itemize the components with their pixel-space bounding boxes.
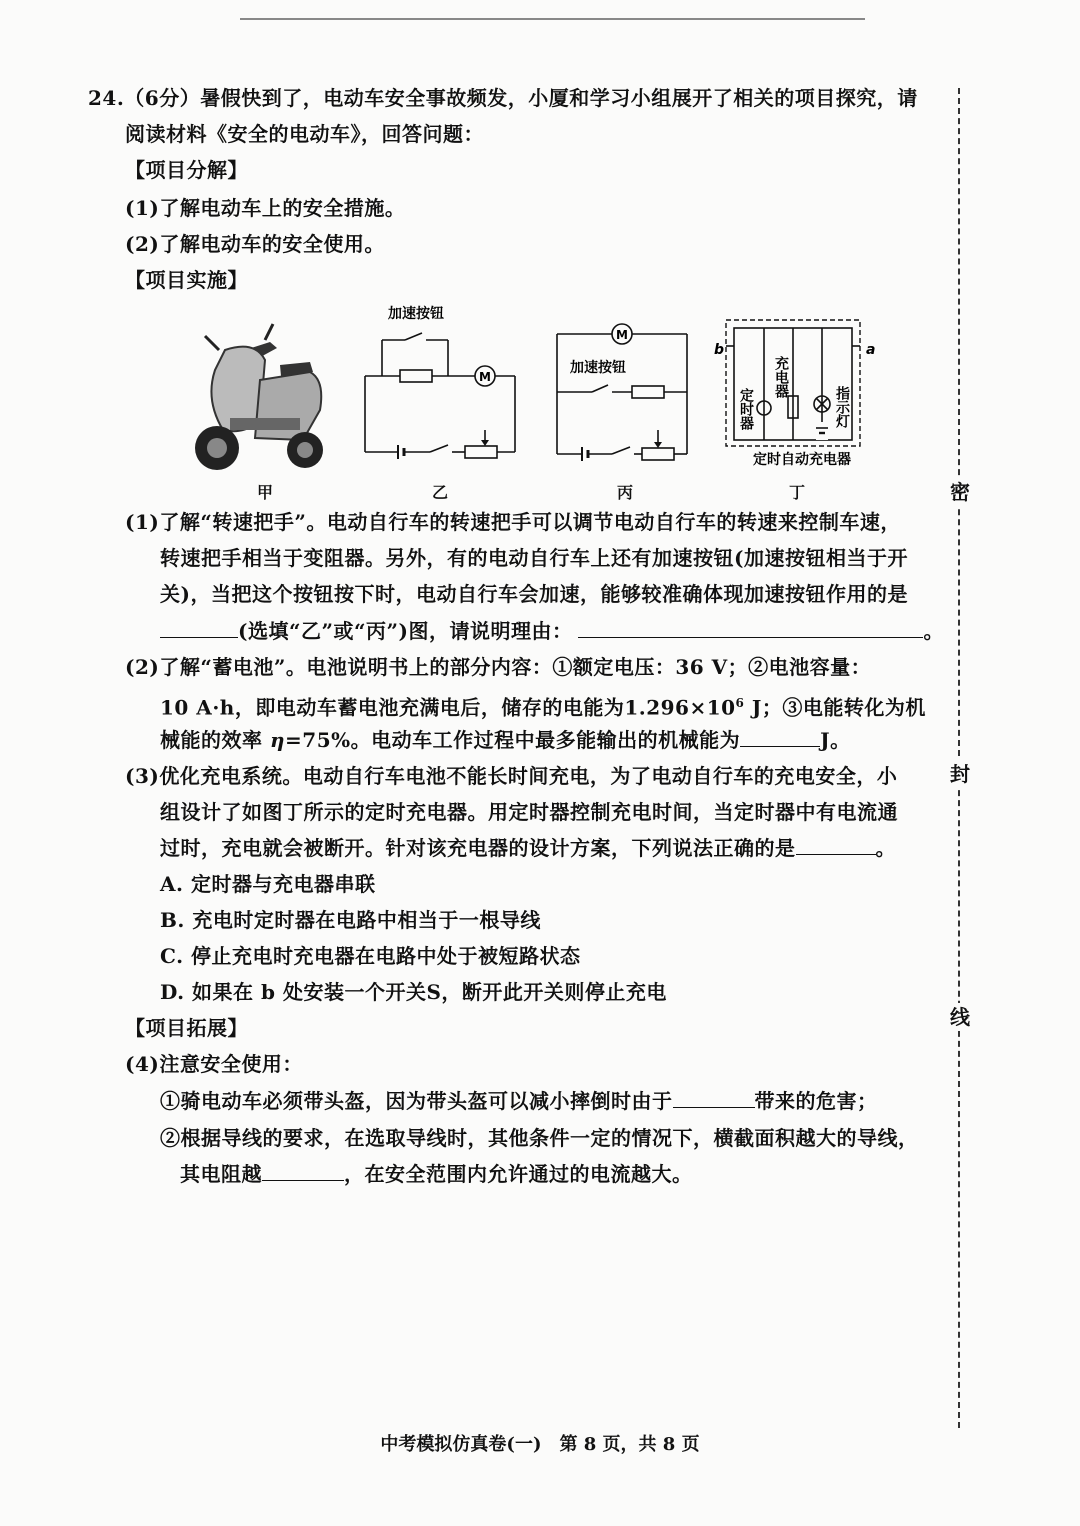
q3-option-a: A. 定时器与充电器串联 [160, 872, 376, 896]
q3-line-3-text: 过时，充电就会被断开。针对该充电器的设计方案，下列说法正确的是 [160, 836, 796, 860]
q2-line-2 [160, 689, 926, 722]
q2-line-3-text: 械能的效率 [160, 728, 270, 752]
q1-line-4-end: 。 [923, 619, 944, 643]
decompose-item-1: (1)了解电动车上的安全措施。 [125, 196, 406, 220]
q2-line-2-text: 10 A·h，即电动车蓄电池充满电后，储存的电能为1.296×10 [160, 695, 736, 720]
q4-line-4-end: ，在安全范围内允许通过的电流越大。 [344, 1162, 693, 1186]
page-footer: 中考模拟仿真卷(一) 第 8 页，共 8 页 [380, 1434, 700, 1455]
yi-motor-letter: M [479, 370, 491, 384]
binding-char-xian: 线 [950, 1005, 970, 1029]
q3-option-d: D. 如果在 b 处安装一个开关S，断开此开关则停止充电 [160, 980, 667, 1004]
binding-dashed-line [958, 88, 960, 1428]
q2-line-3-mid: =75%。电动车工作过程中最多能输出的机械能为 [285, 728, 741, 752]
bing-motor-letter: M [616, 328, 628, 342]
q4-line-2-text: ①骑电动车必须带头盔，因为带头盔可以减小摔倒时由于 [160, 1089, 673, 1113]
q4-line-2-end: 带来的危害； [754, 1089, 878, 1113]
q4-line-3: ②根据导线的要求，在选取导线时，其他条件一定的情况下，横截面积越大的导线， [160, 1126, 919, 1150]
q2-line-3-end: J。 [820, 728, 851, 752]
decompose-item-2: (2)了解电动车的安全使用。 [125, 232, 385, 256]
figure-jia-scooter [185, 310, 335, 480]
q4-blank-inertia[interactable] [673, 1087, 755, 1108]
q4-blank-resistance[interactable] [262, 1160, 344, 1181]
q2-eta: η [269, 728, 286, 752]
q1-line-4-text: (选填“乙”或“丙”)图，请说明理由： [238, 619, 573, 643]
q1-blank-reason[interactable] [578, 617, 923, 638]
bing-accel-label: 加速按钮 [570, 360, 626, 376]
figure-yi-circuit [360, 300, 520, 470]
section-decompose: 【项目分解】 [125, 158, 248, 182]
caption-yi: 乙 [431, 483, 448, 502]
ding-title: 定时自动充电器 [753, 452, 851, 468]
section-implement: 【项目实施】 [125, 268, 248, 292]
ding-timer-label: 定时器 [738, 388, 754, 430]
q1-blank-choice[interactable] [160, 617, 238, 638]
ding-charger-label: 充电器 [773, 356, 789, 398]
question-line-1: 24.（6分）暑假快到了，电动车安全事故频发，小厦和学习小组展开了相关的项目探究，请 [88, 86, 918, 110]
q3-line-3-end: 。 [875, 836, 896, 860]
yi-accel-switch [405, 333, 422, 340]
binding-char-feng: 封 [950, 762, 970, 786]
q4-line-2 [160, 1087, 878, 1115]
yi-resistor [400, 370, 432, 382]
bing-rheostat [642, 448, 674, 460]
figure-ding-circuit [712, 316, 882, 476]
q3-line-1: (3)优化充电系统。电动自行车电池不能长时间充电，为了电动自行车的充电安全，小 [125, 764, 898, 788]
q2-blank-energy[interactable] [740, 726, 820, 747]
top-rule [240, 18, 865, 20]
q2-exponent: 6 [735, 696, 745, 710]
caption-bing: 丙 [616, 483, 633, 502]
yi-accel-label: 加速按钮 [388, 306, 444, 322]
q2-line-3 [160, 726, 851, 754]
q1-line-4 [160, 617, 944, 645]
q4-line-4 [180, 1160, 693, 1188]
yi-rheostat [465, 446, 497, 458]
bing-accel-switch [592, 385, 608, 392]
figure-bing-circuit [552, 320, 692, 470]
section-extend: 【项目拓展】 [125, 1016, 248, 1040]
q4-line-1: (4)注意安全使用： [125, 1052, 303, 1076]
ding-indicator-label: 指示灯 [834, 386, 850, 428]
binding-char-mi: 密 [950, 480, 970, 504]
q2-line-1: (2)了解“蓄电池”。电池说明书上的部分内容：①额定电压：36 V；②电池容量： [125, 655, 872, 679]
q1-line-3: 关)，当把这个按钮按下时，电动自行车会加速，能够较准确体现加速按钮作用的是 [160, 582, 908, 606]
q3-blank-answer[interactable] [796, 834, 876, 855]
q1-line-1: (1)了解“转速把手”。电动自行车的转速把手可以调节电动自行车的转速来控制车速， [125, 510, 901, 534]
caption-jia: 甲 [256, 483, 273, 502]
q3-option-b: B. 充电时定时器在电路中相当于一根导线 [160, 908, 541, 932]
ding-label-b: b [714, 342, 725, 358]
q3-line-3 [160, 834, 896, 862]
ding-label-a: a [866, 342, 876, 358]
q2-line-2-end: J；③电能转化为机 [744, 695, 926, 720]
question-line-2: 阅读材料《安全的电动车》，回答问题： [125, 122, 484, 146]
q4-line-4-text: 其电阻越 [180, 1162, 262, 1186]
q3-line-2: 组设计了如图丁所示的定时充电器。用定时器控制充电时间，当定时器中有电流通 [160, 800, 898, 824]
q1-line-2: 转速把手相当于变阻器。另外，有的电动自行车上还有加速按钮(加速按钮相当于开 [160, 546, 908, 570]
q3-option-c: C. 停止充电时充电器在电路中处于被短路状态 [160, 944, 581, 968]
bing-resistor [632, 386, 664, 398]
caption-ding: 丁 [788, 483, 805, 502]
scooter-illustration [195, 324, 323, 470]
